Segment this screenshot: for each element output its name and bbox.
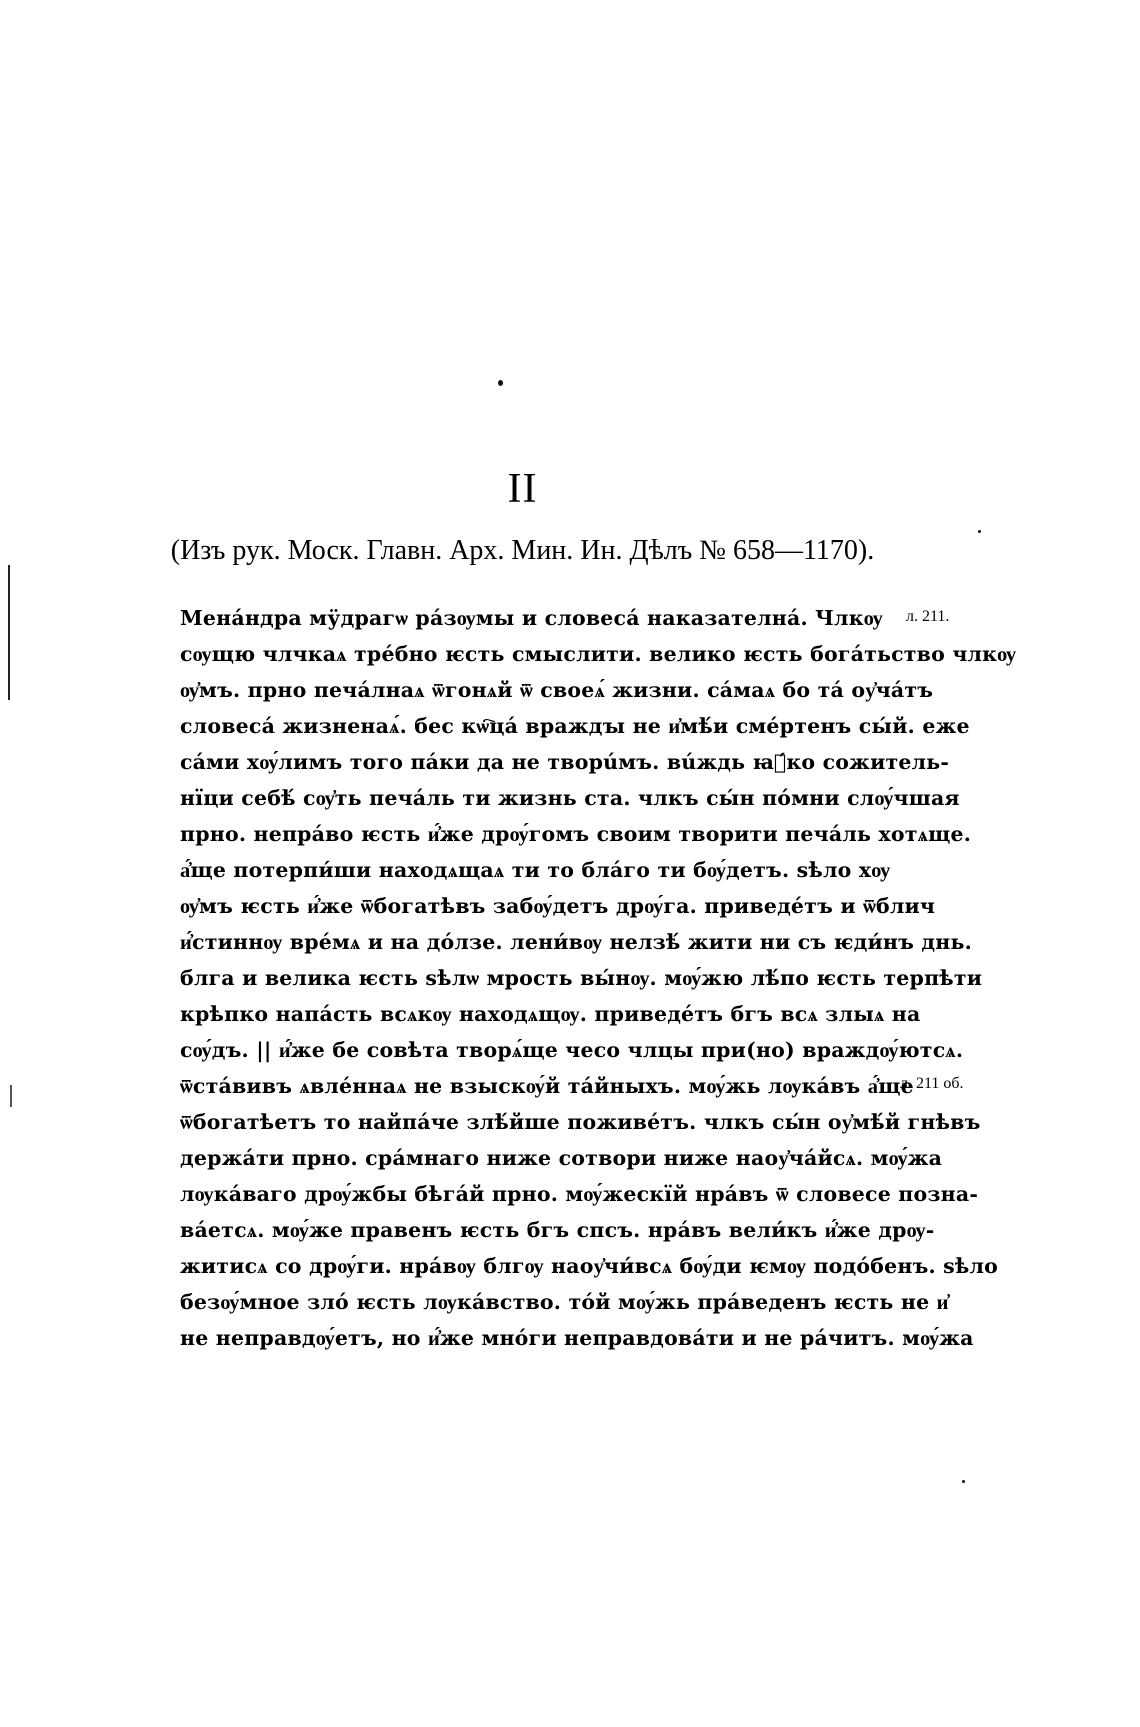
text-line: прно. непрáво ѥсть и҆́же дрѹ́гомъ своим творити печáль хотѧщe. [180, 822, 972, 846]
text-line: нїци себѣ́ сѹ҆ть печáль ти жизнь ста. члкъ сы́н пóмни слѹ́чшая [180, 786, 960, 810]
text-line: сáми хѹ́лимъ того пáки да не творúмъ. вúждь ꙗ҆́ко сожитель- [180, 750, 950, 774]
text-line: Менáндра мӱдрагѡ рáзѹмы и словесá наказателнá. Члкѹ [180, 606, 883, 630]
scan-speck [978, 530, 981, 533]
text-line: держáти прно. срáмнаго ниже сотвори ниже наоу҆чáйсѧ. мѹ́жа [180, 1146, 943, 1170]
scan-speck [962, 1480, 965, 1483]
section-number: II [507, 466, 538, 512]
text-line: вáетсѧ. мѹ́же правенъ ѥсть бгъ спсъ. нрáвъ вели́къ и҆́же дрѹ- [180, 1218, 935, 1242]
source-citation: (Изъ рук. Моск. Главн. Арх. Мин. Ин. Дѣлъ № 658—1170). [170, 535, 875, 566]
text-line: блга и велика ѥсть ѕѣлѡ мрость вы́нѹ. мѹ́жю лѣ́по ѥсть терпѣти [180, 966, 983, 990]
text-line: словесá жизненаѧ́. бес кѡ҇цá враждꙑ не и҆мѣ́и смéртенъ сы́й. еже [180, 714, 970, 738]
folio-note: л. 211 об. [900, 1075, 964, 1092]
text-line: а҆́ще потерпи́ши находѧщаѧ ти то блáго ти бѹ́детъ. ѕѣло хѹ [180, 858, 891, 882]
text-line: сѹщю члчкаѧ трéбно ѥсть смыслити. велико ѥсть богáтьство члкѹ [180, 642, 1017, 666]
text-line: безѹ́мное злó ѥсть лѹкáвство. тóй мѹ́жь прáведенъ ѥсть не и҆ [180, 1290, 949, 1314]
text-line: ѹ҆мъ ѥсть и҆́же ѿбогатѣвъ забѹ́детъ дрѹ́га. приведéтъ и ѿблич [180, 894, 936, 918]
scan-speck [498, 380, 503, 386]
text-line: сѹ́дъ. || и҆́же бе совѣта творѧ́ще чесо члцы при(но) враждѹ́ютсѧ. [180, 1038, 964, 1062]
margin-scan-line [8, 565, 10, 700]
text-line: крѣпко напáсть всѧкѹ находѧщѹ. приведéтъ бгъ всѧ злыѧ на [180, 1002, 921, 1026]
text-line: ѹ҆мъ. прно печáлнаѧ ѿгонѧй ѿ своеѧ́ жизни. сáмаѧ бо тá оу҆чáтъ [180, 678, 934, 702]
text-line: ѿстáвивъ ѧвлéннаѧ не взыскѹ́й тáйныхъ. мѹ́жь лѹкáвъ а҆́ще [180, 1074, 914, 1098]
text-line: не неправдѹ́етъ, но и҆́же мнóги неправдовáти и не рáчитъ. мѹ́жа [180, 1326, 974, 1350]
text-line: лѹкáваго дрѹ́жбы бѣгáй прно. мѹ́жескїй нрáвъ ѿ словесе позна- [180, 1182, 979, 1206]
text-line: и҆́стиннѹ врéмѧ и на дóлзе. лени́вѹ нелзѣ́ жити ни съ ѥди́нъ днь. [180, 930, 972, 954]
text-line: житисѧ со дрѹ́ги. нрáвѹ блгѹ наоу҆чи́всѧ бѹ́ди ѥмѹ подóбенъ. ѕѣло [180, 1254, 999, 1278]
text-line: ѿбогатѣетъ то найпáче злѣ́йше поживéтъ. члкъ сы́н оу҆мѣ́й гнѣвъ [180, 1110, 981, 1134]
margin-scan-mark [10, 1085, 12, 1107]
folio-note: л. 211. [906, 608, 950, 625]
